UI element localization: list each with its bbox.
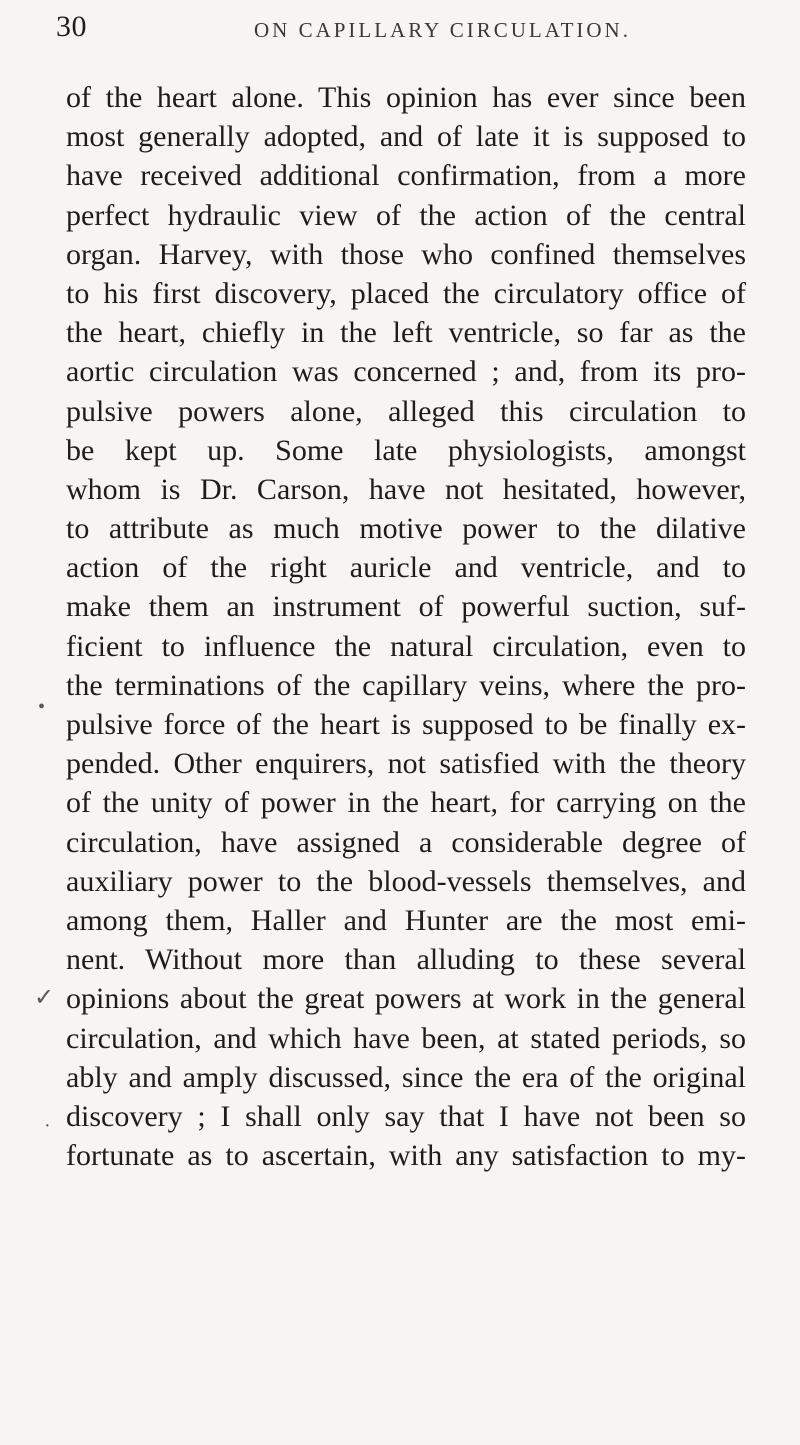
text-line: aortic circulation was concerned ; and, from its pro- (66, 355, 746, 389)
text-line: ably and amply discussed, since the era of the original (66, 1060, 746, 1094)
margin-mark: · (44, 1115, 51, 1137)
text-line: circulation, and which have been, at stated periods, so (66, 1021, 746, 1055)
text-line: circulation, have assigned a considerable degree of (66, 825, 746, 859)
text-line: nent. Without more than alluding to these several (66, 943, 746, 977)
margin-mark: • (38, 696, 46, 718)
text-line: perfect hydraulic view of the action of the central (66, 198, 746, 232)
text-line: opinions about the great powers at work in the general (66, 982, 746, 1016)
running-title: ON CAPILLARY CIRCULATION. (254, 18, 631, 42)
page-header (44, 10, 684, 50)
page-number: 30 (56, 10, 87, 43)
text-line: of the heart alone. This opinion has ever since been (66, 81, 746, 114)
text-line: ficient to influence the natural circulation, even to (66, 629, 746, 663)
text-line: whom is Dr. Carson, have not hesitated, however, (66, 472, 746, 506)
text-line: most generally adopted, and of late it is supposed to (66, 120, 746, 154)
text-line: make them an instrument of powerful suction, suf- (66, 590, 746, 624)
text-line: to his first discovery, placed the circulatory office of (66, 276, 746, 310)
body-text (66, 78, 746, 1175)
text-line: pulsive powers alone, alleged this circulation to (66, 394, 746, 428)
margin-tick-mark: ✓ (34, 985, 55, 1011)
text-line: pulsive force of the heart is supposed to be finally ex- (66, 708, 746, 741)
text-line: discovery ; I shall only say that I have not been so (66, 1099, 746, 1133)
text-line: the terminations of the capillary veins, where the pro- (66, 668, 746, 702)
text-line: have received additional confirmation, from a more (66, 159, 746, 193)
text-line: auxiliary power to the blood-vessels themselves, and (66, 864, 746, 898)
text-line: to attribute as much motive power to the dilative (66, 512, 746, 546)
text-line: the heart, chiefly in the left ventricle, so far as the (66, 316, 746, 350)
text-line: fortunate as to ascertain, with any satisfaction to my- (66, 1139, 746, 1173)
text-line: action of the right auricle and ventricle, and to (66, 551, 746, 585)
text-line: of the unity of power in the heart, for carrying on the (66, 786, 746, 820)
text-line: pended. Other enquirers, not satisfied with the theory (66, 747, 746, 781)
text-line: be kept up. Some late physiologists, amongst (66, 433, 746, 467)
text-line: among them, Haller and Hunter are the most emi- (66, 903, 746, 937)
text-line: organ. Harvey, with those who confined themselves (66, 237, 746, 271)
